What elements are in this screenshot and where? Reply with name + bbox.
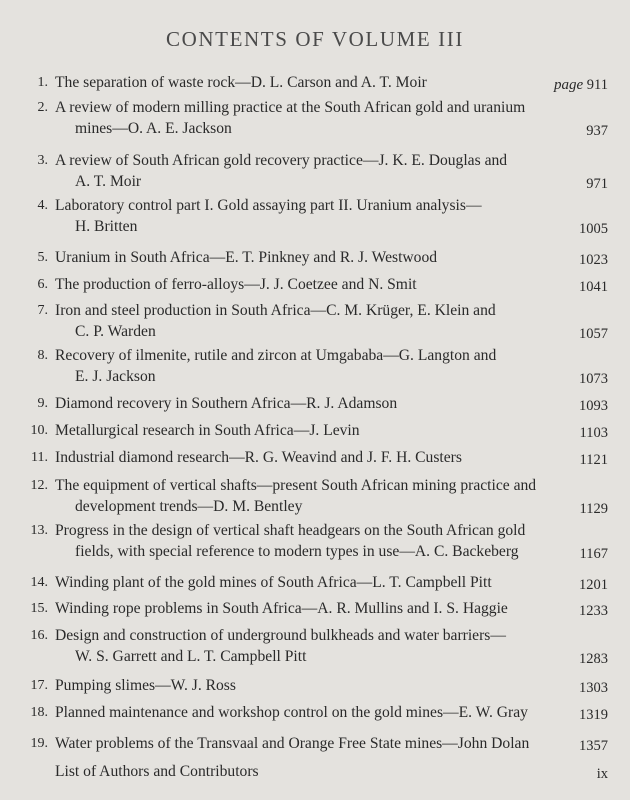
page-value: 911 — [586, 77, 608, 93]
entry-page-number — [579, 250, 608, 271]
page-value: 1319 — [579, 707, 608, 723]
entry-line: The equipment of vertical shafts—present South African mining practice and — [55, 477, 537, 494]
entry-line: Progress in the design of vertical shaft headgears on the South African gold — [55, 522, 526, 539]
entry-number: 5. — [37, 250, 48, 265]
entry-title — [55, 598, 575, 619]
page-value: 971 — [586, 176, 608, 192]
page-value: 1303 — [579, 680, 608, 696]
page-value: 1073 — [579, 371, 608, 387]
entry-title — [55, 72, 575, 93]
page-prefix: page — [553, 77, 584, 93]
entry-number: 6. — [37, 277, 48, 292]
entry-number: 8. — [37, 348, 48, 363]
entry-title — [55, 97, 575, 139]
entry-line: Design and construction of underground bulkheads and water barriers— — [55, 627, 506, 644]
entry-title — [55, 702, 575, 723]
entry-number: 9. — [37, 396, 48, 411]
entry-line: Iron and steel production in South Africa—C. M. Krüger, E. Klein and — [55, 302, 496, 319]
entry-number: 13. — [30, 523, 48, 538]
entry-page-number — [579, 705, 608, 726]
entry-page-number — [579, 575, 608, 596]
entry-title — [55, 274, 575, 295]
entry-title — [55, 300, 575, 342]
entry-line: fields, with special reference to modern types in use—A. C. Backeberg — [75, 543, 519, 560]
entry-line: A. T. Moir — [75, 173, 142, 190]
entry-line: Winding rope problems in South Africa—A. R. Mullins and I. S. Haggie — [55, 600, 508, 617]
page-value: 1283 — [579, 651, 608, 667]
entry-line: A review of South African gold recovery practice—J. K. E. Douglas and — [55, 152, 508, 169]
entry-title — [55, 345, 575, 387]
entry-page-number — [586, 121, 608, 142]
entry-line: Laboratory control part I. Gold assaying part II. Uranium analysis— — [55, 197, 482, 214]
entry-line: List of Authors and Contributors — [55, 763, 259, 780]
entry-title — [55, 195, 575, 237]
entry-line: development trends—D. M. Bentley — [75, 498, 303, 515]
entry-page-number — [579, 678, 608, 699]
entry-line: E. J. Jackson — [75, 368, 156, 385]
entry-page-number — [579, 324, 608, 345]
entry-line: C. P. Warden — [75, 323, 156, 340]
page-value: 1005 — [579, 221, 608, 237]
entry-line: The production of ferro-alloys—J. J. Coetzee and N. Smit — [55, 276, 417, 293]
page-value: ix — [596, 766, 608, 782]
entry-line: Uranium in South Africa—E. T. Pinkney and R. J. Westwood — [55, 249, 438, 266]
page-value: 1057 — [579, 326, 608, 342]
page-value: 1103 — [579, 425, 608, 441]
entry-title — [55, 150, 575, 192]
page-title: CONTENTS OF VOLUME III — [166, 27, 464, 51]
entry-title — [55, 761, 575, 782]
entry-page-number — [579, 219, 608, 240]
entry-title — [55, 520, 575, 562]
entry-page-number — [586, 174, 608, 195]
entry-line: Planned maintenance and workshop control on the gold mines—E. W. Gray — [55, 704, 528, 721]
entry-title — [55, 420, 575, 441]
entry-page-number — [579, 601, 608, 622]
entry-title — [55, 733, 575, 754]
entry-title — [55, 675, 575, 696]
page-value: 1357 — [579, 738, 608, 754]
entry-line: The separation of waste rock—D. L. Carson and A. T. Moir — [55, 74, 427, 91]
page-value: 937 — [586, 123, 608, 139]
page-value: 1233 — [579, 603, 608, 619]
entry-number: 15. — [30, 601, 48, 616]
entry-page-number — [597, 764, 608, 785]
entry-number: 4. — [37, 198, 48, 213]
entry-page-number — [579, 649, 608, 670]
entry-title — [55, 393, 575, 414]
entry-number: 2. — [37, 100, 48, 115]
page-value: 1023 — [579, 252, 608, 268]
entry-title — [55, 572, 575, 593]
entry-title — [55, 247, 575, 268]
entry-number: 7. — [37, 303, 48, 318]
entry-number: 18. — [30, 705, 48, 720]
entry-number: 19. — [30, 736, 48, 751]
entry-number: 1. — [37, 75, 48, 90]
entry-page-number — [579, 369, 608, 390]
page-value: 1121 — [579, 452, 608, 468]
page-value: 1041 — [579, 279, 608, 295]
page-value: 1093 — [579, 398, 608, 414]
entry-line: Diamond recovery in Southern Africa—R. J. Adamson — [55, 395, 398, 412]
entry-line: A review of modern milling practice at the South African gold and uranium — [55, 99, 526, 116]
entry-title — [55, 447, 575, 468]
entry-number: 10. — [30, 423, 48, 438]
entry-line: Recovery of ilmenite, rutile and zircon at Umgababa—G. Langton and — [55, 347, 497, 364]
entry-title — [55, 625, 575, 667]
page-value: 1167 — [579, 546, 608, 562]
page-value: 1201 — [579, 577, 608, 593]
entry-page-number — [554, 75, 608, 96]
entry-number: 17. — [30, 678, 48, 693]
entry-number: 16. — [30, 628, 48, 643]
entry-line: Water problems of the Transvaal and Orange Free State mines—John Dolan — [55, 735, 530, 752]
entry-number: 14. — [30, 575, 48, 590]
entry-line: Metallurgical research in South Africa—J. Levin — [55, 422, 360, 439]
entry-line: mines—O. A. E. Jackson — [75, 120, 232, 137]
entry-number: 12. — [30, 478, 48, 493]
page-value: 1129 — [579, 501, 608, 517]
entry-number: 11. — [31, 450, 48, 465]
entry-title — [55, 475, 575, 517]
entry-number: 3. — [37, 153, 48, 168]
entry-line: W. S. Garrett and L. T. Campbell Pitt — [75, 648, 307, 665]
entry-page-number — [579, 396, 608, 417]
entry-page-number — [580, 544, 608, 565]
entry-line: Pumping slimes—W. J. Ross — [55, 677, 236, 694]
entry-page-number — [579, 736, 608, 757]
entry-line: Winding plant of the gold mines of South Africa—L. T. Campbell Pitt — [55, 574, 492, 591]
entry-page-number — [580, 423, 608, 444]
entry-page-number — [580, 450, 608, 471]
entry-page-number — [580, 499, 608, 520]
entry-page-number — [579, 277, 608, 298]
entry-line: H. Britten — [75, 218, 138, 235]
entry-line: Industrial diamond research—R. G. Weavind and J. F. H. Custers — [55, 449, 462, 466]
